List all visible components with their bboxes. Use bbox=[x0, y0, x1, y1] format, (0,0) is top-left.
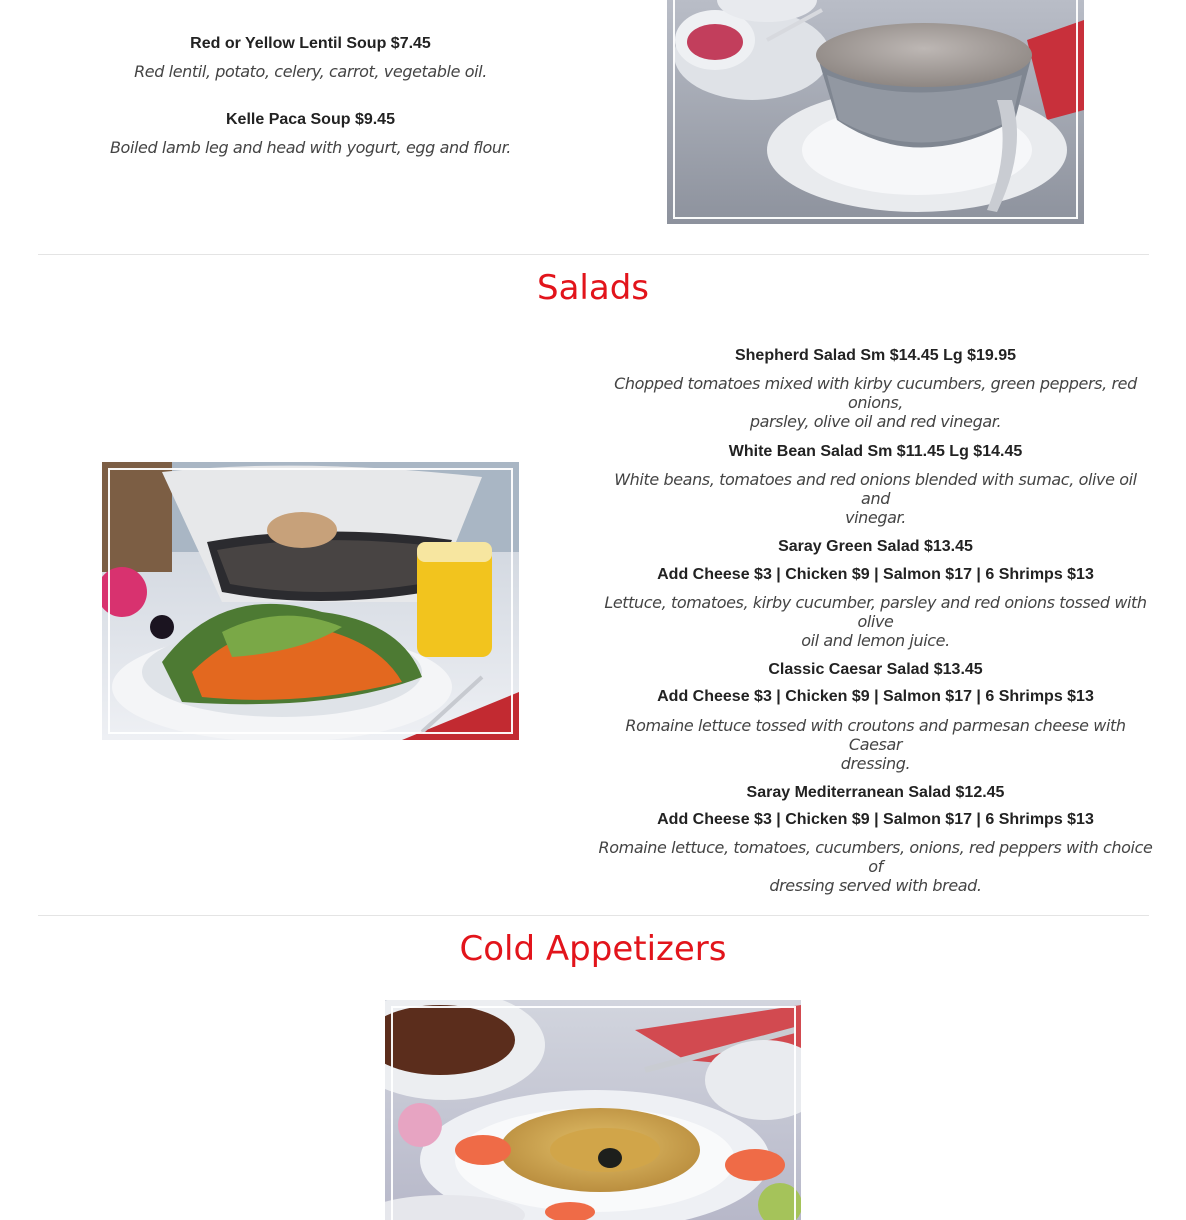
description-line: Chopped tomatoes mixed with kirby cucumbers, green peppers, red onions, bbox=[614, 374, 1137, 412]
item-addons: Add Cheese $3 | Chicken $9 | Salmon $17 | 6 Shrimps $13 bbox=[657, 811, 1094, 828]
description-line: parsley, olive oil and red vinegar. bbox=[749, 412, 1002, 431]
item-description bbox=[598, 470, 1153, 527]
item-description: Boiled lamb leg and head with yogurt, egg and flour. bbox=[109, 138, 511, 157]
item-title: Classic Caesar Salad $13.45 bbox=[768, 661, 983, 678]
description-line: White beans, tomatoes and red onions blended with sumac, olive oil and bbox=[614, 470, 1137, 508]
description-line: dressing. bbox=[840, 754, 911, 773]
item-title: Kelle Paca Soup $9.45 bbox=[226, 111, 395, 128]
soup-bowl-photo bbox=[667, 0, 1084, 224]
salads-heading: Salads bbox=[537, 268, 649, 308]
item-addons: Add Cheese $3 | Chicken $9 | Salmon $17 | 6 Shrimps $13 bbox=[657, 566, 1094, 583]
description-line: oil and lemon juice. bbox=[801, 631, 950, 650]
item-description bbox=[598, 838, 1153, 895]
cold-appetizers-heading: Cold Appetizers bbox=[459, 929, 727, 969]
hummus-plate-photo bbox=[385, 1000, 801, 1220]
description-line: vinegar. bbox=[845, 508, 906, 527]
item-description bbox=[598, 593, 1153, 650]
salad-plate-photo bbox=[102, 462, 519, 740]
description-line: dressing served with bread. bbox=[769, 876, 982, 895]
description-line: Lettuce, tomatoes, kirby cucumber, parsley and red onions tossed with olive bbox=[604, 593, 1147, 631]
item-description: Red lentil, potato, celery, carrot, vegetable oil. bbox=[134, 62, 487, 81]
item-addons: Add Cheese $3 | Chicken $9 | Salmon $17 | 6 Shrimps $13 bbox=[657, 688, 1094, 705]
item-title: Red or Yellow Lentil Soup $7.45 bbox=[190, 35, 431, 52]
item-description bbox=[598, 374, 1153, 431]
item-title: Saray Mediterranean Salad $12.45 bbox=[746, 784, 1005, 801]
item-title: White Bean Salad Sm $11.45 Lg $14.45 bbox=[728, 443, 1023, 460]
item-title: Shepherd Salad Sm $14.45 Lg $19.95 bbox=[734, 347, 1017, 364]
description-line: Romaine lettuce tossed with croutons and parmesan cheese with Caesar bbox=[625, 716, 1126, 754]
item-title: Saray Green Salad $13.45 bbox=[778, 538, 973, 555]
item-description bbox=[598, 716, 1153, 773]
section-divider bbox=[38, 915, 1149, 916]
description-line: Romaine lettuce, tomatoes, cucumbers, onions, red peppers with choice of bbox=[598, 838, 1153, 876]
section-divider bbox=[38, 254, 1149, 255]
